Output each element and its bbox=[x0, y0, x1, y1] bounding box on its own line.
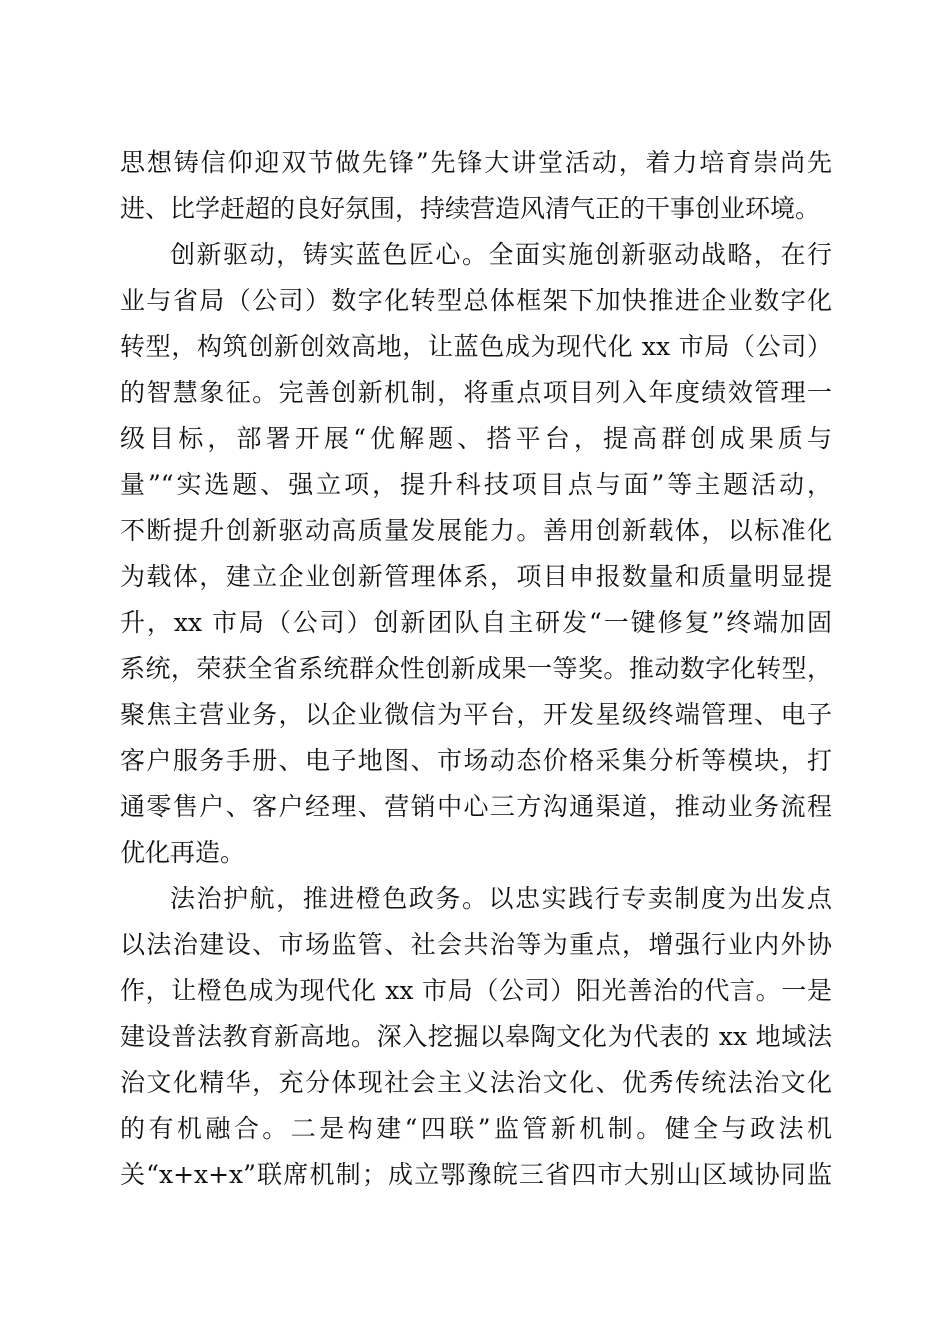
text-line: 业与省局（公司）数字化转型总体框架下加快推进企业数字化 bbox=[120, 286, 832, 315]
text-line: 级目标，部署开展“优解题、搭平台，提高群创成果质与 bbox=[120, 424, 832, 453]
text-line: 升，xx 市局（公司）创新团队自主研发“一键修复”终端加固 bbox=[120, 608, 832, 637]
text-line: 以法治建设、市场监管、社会共治等为重点，增强行业内外协 bbox=[120, 930, 832, 959]
text-line: 聚焦主营业务，以企业微信为平台，开发星级终端管理、电子 bbox=[120, 700, 832, 729]
text-line: 思想铸信仰迎双节做先锋”先锋大讲堂活动，着力培育崇尚先 bbox=[120, 148, 832, 177]
text-line: 系统，荣获全省系统群众性创新成果一等奖。推动数字化转型， bbox=[120, 654, 832, 683]
text-line: 作，让橙色成为现代化 xx 市局（公司）阳光善治的代言。一是 bbox=[120, 976, 832, 1005]
text-line: 转型，构筑创新创效高地，让蓝色成为现代化 xx 市局（公司） bbox=[120, 332, 832, 361]
text-line: 优化再造。 bbox=[120, 838, 246, 867]
text-line: 治文化精华，充分体现社会主义法治文化、优秀传统法治文化 bbox=[120, 1068, 832, 1097]
text-line: 关“x+x+x”联席机制；成立鄂豫皖三省四市大别山区域协同监 bbox=[120, 1160, 832, 1189]
document-body bbox=[120, 140, 832, 1198]
text-line: 通零售户、客户经理、营销中心三方沟通渠道，推动业务流程 bbox=[120, 792, 832, 821]
text-line: 创新驱动，铸实蓝色匠心。全面实施创新驱动战略，在行 bbox=[170, 240, 832, 269]
paragraph bbox=[120, 140, 832, 232]
text-line: 法治护航，推进橙色政务。以忠实践行专卖制度为出发点 bbox=[170, 884, 832, 913]
text-line: 的智慧象征。完善创新机制，将重点项目列入年度绩效管理一 bbox=[120, 378, 832, 407]
text-line: 不断提升创新驱动高质量发展能力。善用创新载体，以标准化 bbox=[120, 516, 832, 545]
text-line: 建设普法教育新高地。深入挖掘以皋陶文化为代表的 xx 地域法 bbox=[120, 1022, 832, 1051]
text-line: 量”“实选题、强立项，提升科技项目点与面”等主题活动， bbox=[120, 470, 832, 499]
paragraph bbox=[120, 232, 832, 876]
text-line: 的有机融合。二是构建“四联”监管新机制。健全与政法机 bbox=[120, 1114, 832, 1143]
text-line: 为载体，建立企业创新管理体系，项目申报数量和质量明显提 bbox=[120, 562, 832, 591]
text-line: 客户服务手册、电子地图、市场动态价格采集分析等模块，打 bbox=[120, 746, 832, 775]
paragraph bbox=[120, 876, 832, 1198]
text-line: 进、比学赶超的良好氛围，持续营造风清气正的干事创业环境。 bbox=[120, 194, 821, 223]
